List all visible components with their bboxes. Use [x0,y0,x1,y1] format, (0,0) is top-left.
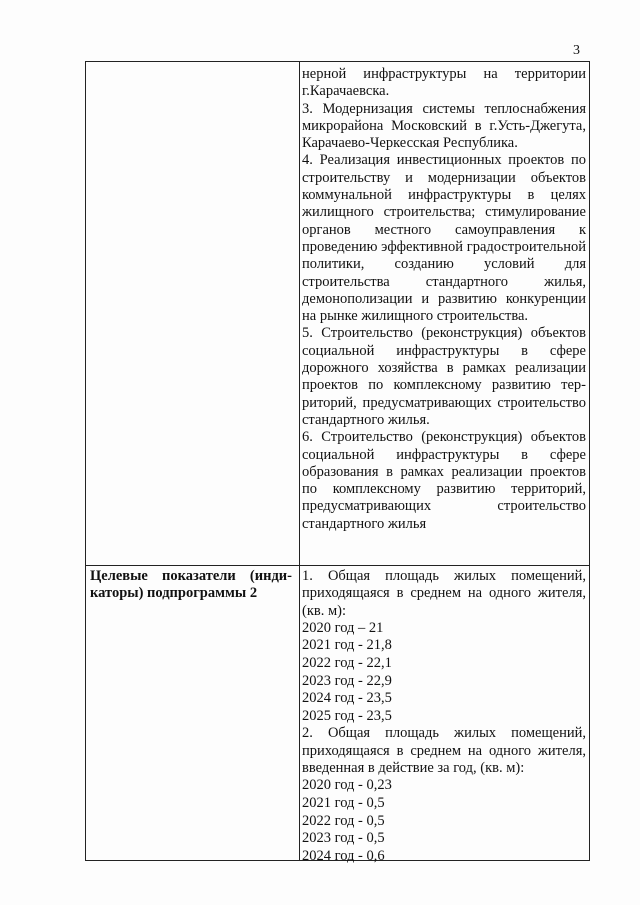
measure-paragraph: 4. Реализация инвестиционных проектов по строительству и модернизации объектов коммунальной инфраструктуры в целях жилищного строительства; стимулирование органов местного самоуправления к проведению эффективной градостроительной политики, созданию условий для строительства стандартного жилья, демонополизации и развитию конкуренции на рынке жилищного строительства. [302,152,586,325]
indicator-1-year: 2024 год - 23,5 [302,690,392,707]
indicator-2-year: 2022 год - 0,5 [302,812,385,829]
indicator-1-title: 1. Общая площадь жилых помещений, приходящаяся в среднем на одного жителя, (кв. м): [302,568,586,619]
program-table [85,61,590,864]
measures-cell [302,66,586,533]
indicators-cell [302,568,586,865]
indicator-2-title: 2. Общая площадь жилых помещений, приходящаяся в среднем на одного жителя, введенная в действие за год, (кв. м): [302,725,586,777]
measure-paragraph: 6. Строительство (реконструкция) объектов социальной инфраструктуры в сфере образования в рамках реализации проектов по комплексному развитию территорий, предусматривающих строительство стандартного жилья [302,429,586,532]
indicators-label: Целевые показатели (индикаторы) подпрограммы 2 [90,568,292,601]
indicator-1-year: 2025 год - 23,5 [302,707,392,724]
measure-paragraph: нерной инфраструктуры на территории г.Карачаевска. [302,66,586,100]
column-divider [299,62,300,860]
indicator-1-year: 2020 год – 21 [302,619,384,636]
indicator-1-year: 2022 год - 22,1 [302,655,392,672]
row-divider [86,565,589,566]
indicator-2-year: 2023 год - 0,5 [302,830,385,847]
indicator-1-year: 2021 год - 21,8 [302,637,392,654]
indicator-1-year: 2023 год - 22,9 [302,672,392,689]
indicator-2-year: 2024 год - 0,6 [302,847,385,864]
indicator-2-year: 2021 год - 0,5 [302,794,385,811]
page-number: 3 [573,43,580,58]
measure-paragraph: 3. Модернизация системы теплоснабжения микрорайона Московский в г.Усть-Джегута, Карачаево-Черкесская Республика. [302,100,586,152]
measure-paragraph: 5. Строительство (реконструкция) объектов социальной инфраструктуры в сфере дорожного хозяйства в рамках реализации проектов по комплексному развитию территорий, предусматривающих строительство стандартного жилья. [302,325,586,428]
indicator-2-year: 2020 год - 0,23 [302,777,392,794]
